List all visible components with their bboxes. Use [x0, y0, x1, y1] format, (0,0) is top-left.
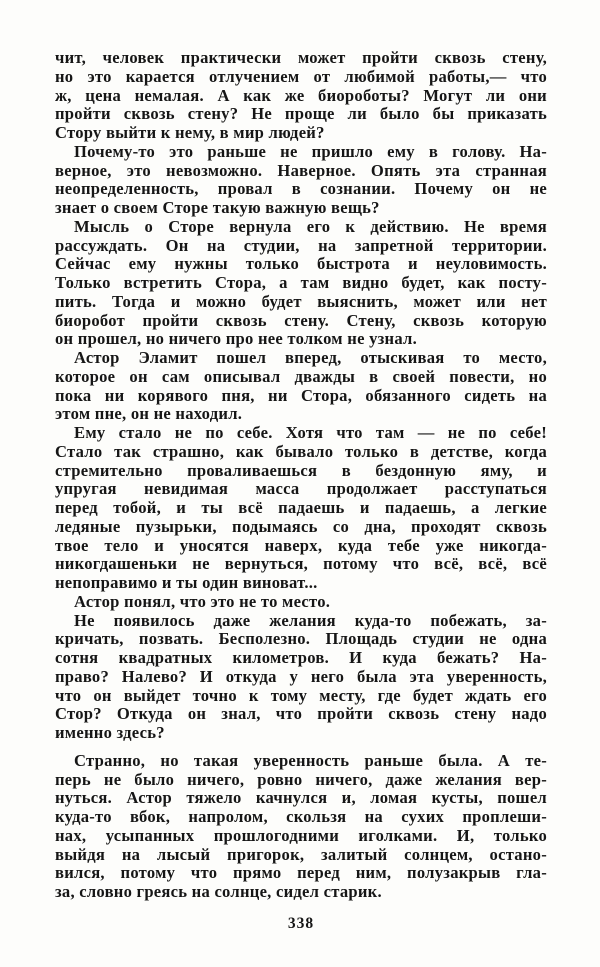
- text-line: Астор понял, что это не то место.: [74, 591, 331, 611]
- paragraph: [55, 349, 547, 424]
- text-line: ледяные пузырьки, подымаясь со дна, проходят сквозь: [55, 516, 547, 536]
- text-line: никогдашеньки не вернуться, потому что всё, всё, всё: [55, 554, 547, 574]
- text-line: стремительно проваливаешься в бездонную яму, и: [55, 460, 547, 480]
- text-line: за, словно греясь на солнце, сидел старик.: [55, 882, 382, 901]
- text-line: неопределенность, провал в сознании. Почему он не: [55, 179, 547, 199]
- text-line: он прошел, но ничего про нее толком не узнал.: [55, 329, 418, 349]
- paragraph: [55, 143, 547, 218]
- text-line: куда-то вбок, напролом, скользя на сухих проплеши-: [55, 807, 547, 826]
- text-line: именно здесь?: [55, 723, 165, 742]
- text-line: но это карается отлучением от любимой работы,— что: [55, 66, 547, 86]
- text-line: биоробот пройти сквозь стену. Стену, сквозь которую: [55, 310, 547, 330]
- text-line: Стало так страшно, как бывало только в детстве, когда: [55, 441, 547, 461]
- text-line: выйдя на лысый пригорок, залитый солнцем, остано-: [55, 844, 547, 864]
- text-line: Астор Эламит пошел вперед, отыскивая то место,: [74, 348, 547, 367]
- text-line: чит, человек практически может пройти сквозь стену,: [55, 48, 547, 67]
- text-line: упругая невидимая масса продолжает расступаться: [55, 479, 547, 499]
- text-line: перед тобой, и ты всё падаешь и падаешь, а легкие: [55, 498, 547, 517]
- text-line: право? Налево? И откуда у него была эта уверенность,: [55, 666, 547, 686]
- text-line: пройти сквозь стену? Не проще ли было бы приказать: [55, 104, 547, 124]
- text-line: Странно, но такая уверенность раньше была. А те-: [74, 750, 547, 770]
- text-line: вился, потому что прямо перед ним, полузакрыв гла-: [55, 863, 547, 883]
- paragraph: [55, 612, 547, 743]
- page-number: 338: [287, 914, 315, 932]
- text-line: этом пне, он не находил.: [55, 404, 243, 424]
- paragraph: [55, 218, 547, 349]
- text-line: пить. Тогда и можно будет выяснить, может или нет: [55, 291, 547, 311]
- paragraph: [55, 49, 547, 143]
- text-line: кричать, позвать. Бесполезно. Площадь студии не одна: [55, 629, 547, 649]
- text-line: верное, это невозможно. Наверное. Опять эта странная: [55, 160, 547, 180]
- text-line: Не появилось даже желания куда-то побежать, за-: [74, 610, 547, 630]
- text-line: твое тело и уносятся наверх, куда тебе уже никогда-: [55, 535, 547, 555]
- text-line: что он выйдет точно к тому месту, где будет ждать его: [55, 685, 547, 705]
- text-line: Почему-то это раньше не пришло ему в голову. На-: [74, 141, 547, 161]
- paragraph: [55, 752, 547, 902]
- text-line: нах, усыпанных прошлогодними иголками. И, только: [55, 825, 547, 845]
- text-line: сотня квадратных километров. И куда бежать? На-: [55, 648, 547, 667]
- page-text: [55, 49, 547, 902]
- text-line: непоправимо и ты один виноват...: [55, 573, 318, 592]
- paragraph: [55, 593, 547, 612]
- text-line: ж, цена немалая. А как же биороботы? Могут ли они: [55, 85, 547, 105]
- text-line: Сейчас ему нужны только быстрота и неуловимость.: [55, 254, 547, 274]
- text-line: Ему стало не по себе. Хотя что там — не по себе!: [74, 423, 547, 442]
- text-line: Стор? Откуда он знал, что пройти сквозь стену надо: [55, 704, 547, 724]
- text-line: Мысль о Сторе вернула его к действию. Не время: [74, 216, 547, 236]
- text-line: Только встретить Стора, а там видно будет, как посту-: [55, 273, 547, 292]
- text-line: пока ни корявого пня, ни Стора, обязанного сидеть на: [55, 385, 547, 405]
- text-line: перь не было ничего, ровно ничего, даже желания вер-: [55, 769, 547, 789]
- text-line: которое он сам описывал дважды в своей повести, но: [55, 366, 547, 386]
- paragraph: [55, 424, 547, 593]
- text-line: нуться. Астор тяжело качнулся и, ломая кусты, пошел: [55, 788, 547, 808]
- text-line: знает о своем Сторе такую важную вещь?: [55, 198, 380, 217]
- text-line: рассуждать. Он на студии, на запретной территории.: [55, 235, 547, 255]
- text-line: Стору выйти к нему, в мир людей?: [55, 123, 325, 142]
